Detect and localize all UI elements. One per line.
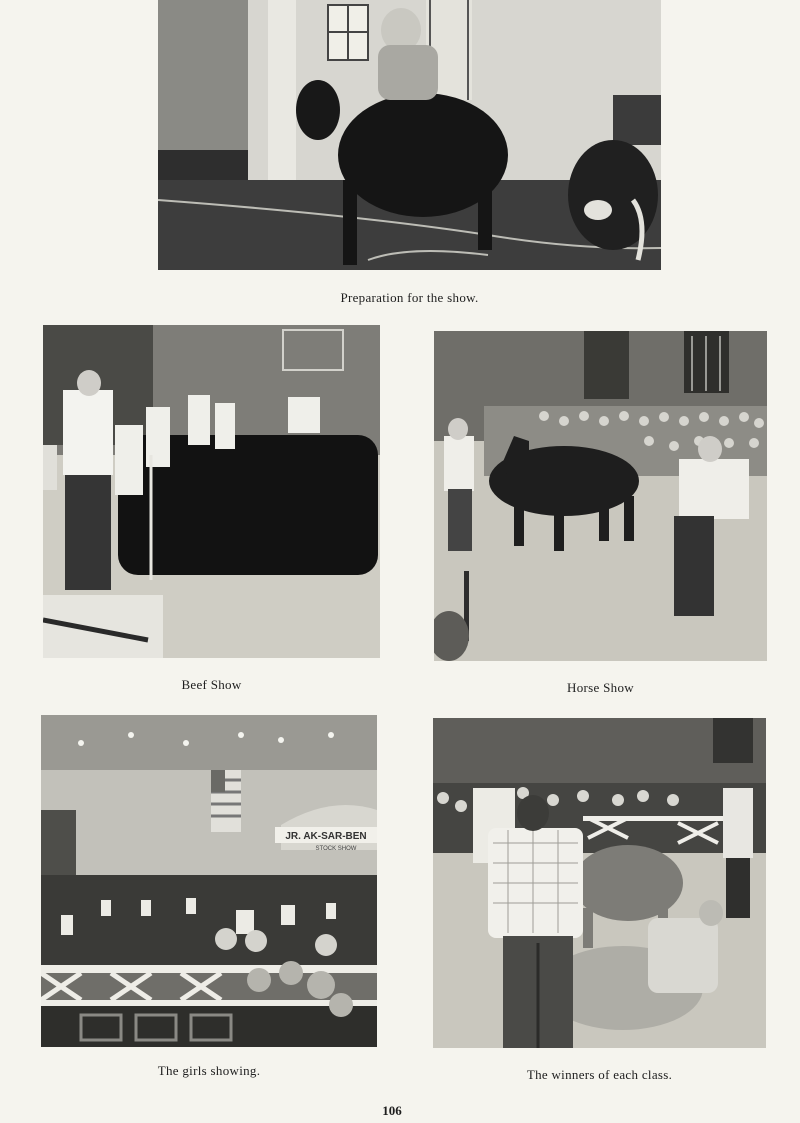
photo-girls-showing <box>41 715 377 1047</box>
photo-preparation <box>158 0 661 270</box>
caption-horse-show: Horse Show <box>567 680 634 695</box>
caption-winners: The winners of each class. <box>526 1067 673 1082</box>
photo-horse-show <box>434 331 767 661</box>
photo-winners <box>433 718 766 1048</box>
caption-preparation: Preparation for the show. <box>340 290 479 305</box>
caption-beef-show: Beef Show <box>181 677 242 692</box>
caption-girls-showing: The girls showing. <box>157 1063 261 1078</box>
banner-subtext: STOCK SHOW <box>315 846 357 852</box>
photo-beef-show <box>43 325 380 658</box>
page-number: 106 <box>382 1103 402 1118</box>
banner-text: JR. AK-SAR-BEN <box>285 831 367 842</box>
